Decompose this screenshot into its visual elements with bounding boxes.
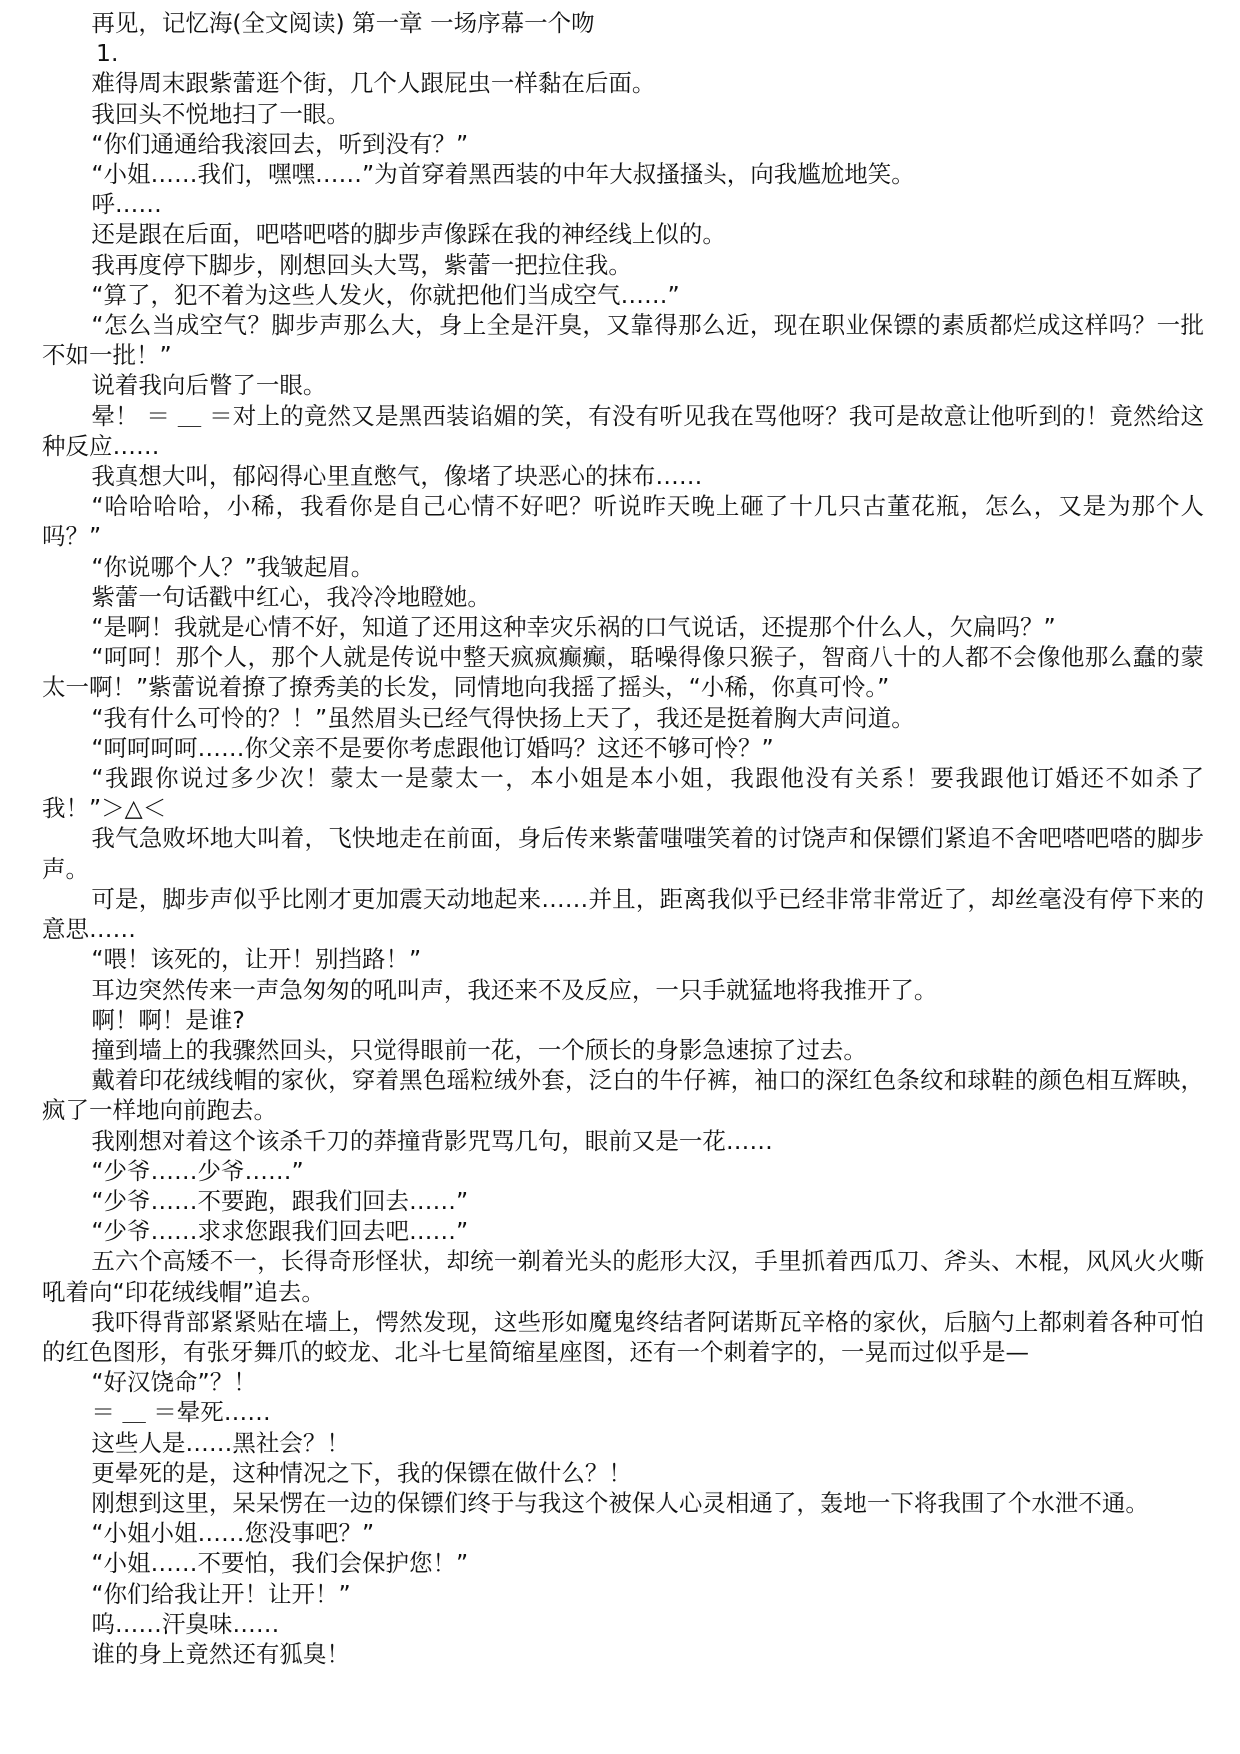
paragraph: ＝ ＿ ＝晕死……	[91, 1398, 271, 1427]
paragraph: “怎么当成空气？脚步声那么大，身上全是汗臭，又靠得那么近，现在职业保镖的素质都烂成这样吗？一批不如一批！”	[42, 311, 1204, 370]
paragraph: 戴着印花绒线帽的家伙，穿着黑色瑶粒绒外套，泛白的牛仔裤，袖口的深红色条纹和球鞋的颜色相互辉映，疯了一样地向前跑去。	[42, 1066, 1204, 1125]
paragraph: “小姐……我们，嘿嘿……”为首穿着黑西装的中年大叔搔搔头，向我尴尬地笑。	[91, 160, 915, 189]
paragraph: “少爷……不要跑，跟我们回去……”	[91, 1186, 469, 1215]
paragraph: “我有什么可怜的？！”虽然眉头已经气得快扬上天了，我还是挺着胸大声问道。	[91, 703, 915, 732]
paragraph: “是啊！我就是心情不好，知道了还用这种幸灾乐祸的口气说话，还提那个什么人，欠扁吗？”	[91, 613, 1056, 642]
chapter-title: 再见，记忆海(全文阅读) 第一章 一场序幕一个吻	[91, 9, 595, 37]
paragraph: 撞到墙上的我骤然回头，只觉得眼前一花，一个颀长的身影急速掠了过去。	[91, 1035, 867, 1064]
paragraph: “我跟你说过多少次！蒙太一是蒙太一，本小姐是本小姐，我跟他没有关系！要我跟他订婚还不如杀了我！”＞△＜	[42, 764, 1204, 823]
section-number: 1.	[96, 39, 119, 68]
paragraph: “你们通通给我滚回去，听到没有？”	[91, 129, 469, 158]
paragraph: 难得周末跟紫蕾逛个街，几个人跟屁虫一样黏在后面。	[91, 69, 656, 98]
paragraph: “少爷……求求您跟我们回去吧……”	[91, 1217, 469, 1246]
paragraph: “你说哪个人？”我皱起眉。	[91, 552, 375, 581]
paragraph: 我真想大叫，郁闷得心里直憋气，像堵了块恶心的抹布……	[91, 462, 703, 491]
paragraph: 刚想到这里，呆呆愣在一边的保镖们终于与我这个被保人心灵相通了，轰地一下将我围了个水泄不通。	[91, 1488, 1149, 1517]
paragraph: 说着我向后瞥了一眼。	[91, 371, 327, 400]
paragraph: “呵呵！那个人，那个人就是传说中整天疯疯癫癫，聒噪得像只猴子，智商八十的人都不会像他那么蠢的蒙太一啊！”紫蕾说着撩了撩秀美的长发，同情地向我摇了摇头，“小稀，你真可怜。”	[42, 643, 1204, 702]
paragraph: “算了，犯不着为这些人发火，你就把他们当成空气……”	[91, 280, 680, 309]
paragraph: “好汉饶命”？！	[91, 1368, 257, 1397]
paragraph: 啊！啊！是谁?	[91, 1005, 245, 1034]
paragraph: 五六个高矮不一，长得奇形怪状，却统一剃着光头的彪形大汉，手里抓着西瓜刀、斧头、木棍，风风火火嘶吼着向“印花绒线帽”追去。	[42, 1247, 1204, 1306]
paragraph: 紫蕾一句话戳中红心，我冷冷地瞪她。	[91, 582, 491, 611]
paragraph: 呼……	[91, 190, 162, 219]
document-page	[42, 8, 1204, 1669]
paragraph: 这些人是……黑社会？！	[91, 1428, 350, 1457]
paragraph: “少爷……少爷……”	[91, 1156, 304, 1185]
paragraph: 还是跟在后面，吧嗒吧嗒的脚步声像踩在我的神经线上似的。	[91, 220, 726, 249]
paragraph: 更晕死的是，这种情况之下，我的保镖在做什么？！	[91, 1458, 632, 1487]
paragraph: “呵呵呵呵……你父亲不是要你考虑跟他订婚吗？这还不够可怜？”	[91, 733, 774, 762]
paragraph: 我气急败坏地大叫着，飞快地走在前面，身后传来紫蕾嗤嗤笑着的讨饶声和保镖们紧追不舍吧嗒吧嗒的脚步声。	[42, 824, 1204, 883]
paragraph: 我回头不悦地扫了一眼。	[91, 99, 350, 128]
paragraph: 耳边突然传来一声急匆匆的吼叫声，我还来不及反应，一只手就猛地将我推开了。	[91, 975, 938, 1004]
paragraph: 我再度停下脚步，刚想回头大骂，紫蕾一把拉住我。	[91, 250, 632, 279]
paragraph: “喂！该死的，让开！别挡路！”	[91, 945, 422, 974]
paragraph: 我刚想对着这个该杀千刀的莽撞背影咒骂几句，眼前又是一花……	[91, 1126, 773, 1155]
paragraph: 可是，脚步声似乎比刚才更加震天动地起来……并且，距离我似乎已经非常非常近了，却丝毫没有停下来的意思……	[42, 884, 1204, 944]
paragraph: “小姐……不要怕，我们会保护您！”	[91, 1549, 469, 1578]
paragraph: “小姐小姐……您没事吧？”	[91, 1519, 375, 1548]
paragraph: 呜……汗臭味……	[91, 1609, 280, 1638]
paragraph: 晕！ ＝ ＿ ＝对上的竟然又是黑西装谄媚的笑，有没有听见我在骂他呀？我可是故意让他听到的！竟然给这种反应……	[42, 401, 1204, 460]
paragraph: 谁的身上竟然还有狐臭！	[91, 1639, 350, 1668]
paragraph: “你们给我让开！让开！”	[91, 1579, 351, 1608]
paragraph: “哈哈哈哈，小稀，我看你是自己心情不好吧？听说昨天晚上砸了十几只古董花瓶，怎么，又是为那个人吗？”	[42, 492, 1204, 551]
paragraph: 我吓得背部紧紧贴在墙上，愕然发现，这些形如魔鬼终结者阿诺斯瓦辛格的家伙，后脑勺上都刺着各种可怕的红色图形，有张牙舞爪的蛟龙、北斗七星简缩星座图，还有一个刺着字的，一晃而过似乎是—	[42, 1307, 1204, 1366]
